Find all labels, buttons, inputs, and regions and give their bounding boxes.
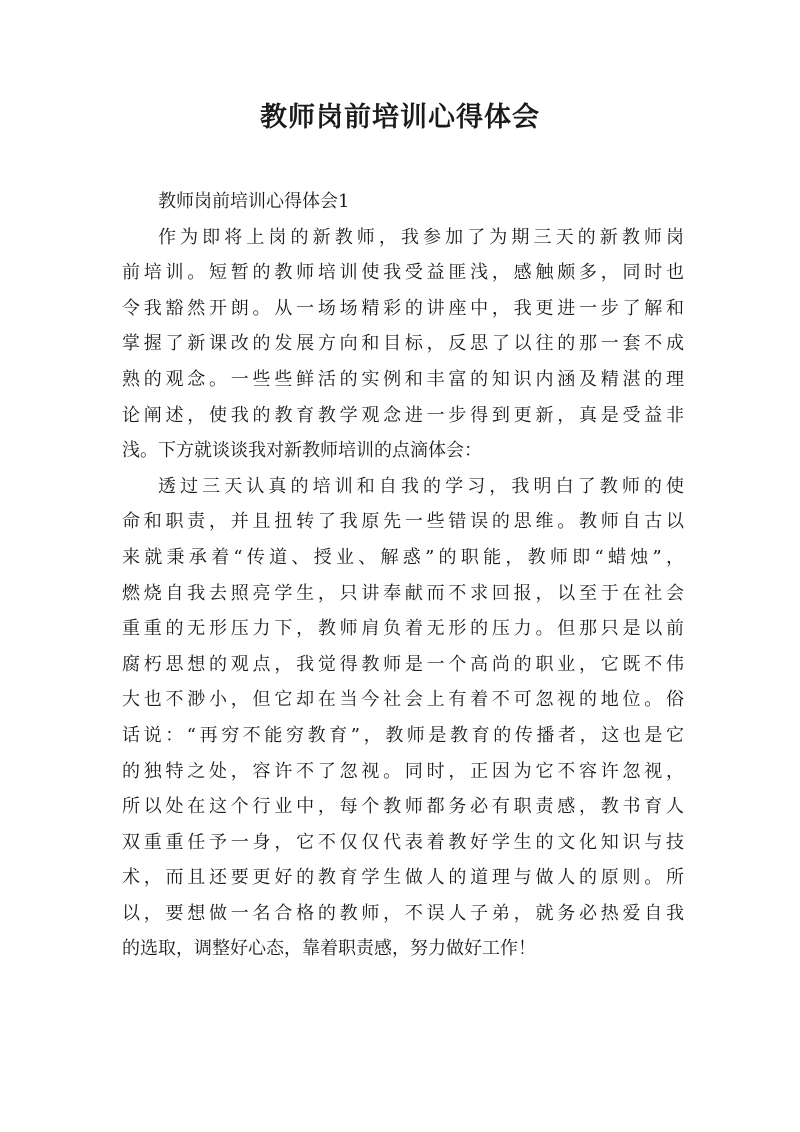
paragraph-line: 命和职责，并且扭转了我原先一些错误的思维。教师自古以	[122, 511, 684, 533]
document-body	[122, 184, 684, 967]
paragraph-line: 术，而且还要更好的教育学生做人的道理与做人的原则。所	[122, 867, 684, 889]
paragraph-line: 双重重任予一身，它不仅仅代表着教好学生的文化知识与技	[122, 831, 684, 853]
paragraph-line: 话说：“再穷不能穷教育”，教师是教育的传播者，这也是它	[122, 724, 684, 746]
paragraph-line: 掌握了新课改的发展方向和目标，反思了以往的那一套不成	[122, 333, 684, 355]
paragraph-2	[122, 469, 684, 967]
section-heading: 教师岗前培训心得体会1	[158, 191, 350, 212]
paragraph-line: 燃烧自我去照亮学生，只讲奉献而不求回报，以至于在社会	[122, 582, 684, 604]
paragraph-line: 所以处在这个行业中，每个教师都务必有职责感，教书育人	[122, 796, 684, 818]
paragraph-line: 的选取，调整好心态，靠着职责感，努力做好工作！	[122, 938, 536, 960]
paragraph-line: 浅。下方就谈谈我对新教师培训的点滴体会：	[122, 440, 482, 462]
document-title: 教师岗前培训心得体会	[260, 102, 540, 133]
paragraph-line: 透过三天认真的培训和自我的学习，我明白了教师的使	[158, 475, 684, 497]
paragraph-line: 熟的观念。一些些鲜活的实例和丰富的知识内涵及精湛的理	[122, 368, 684, 390]
paragraph-line: 作为即将上岗的新教师，我参加了为期三天的新教师岗	[158, 226, 684, 248]
paragraph-line: 令我豁然开朗。从一场场精彩的讲座中，我更进一步了解和	[122, 297, 684, 319]
paragraph-line: 重重的无形压力下，教师肩负着无形的压力。但那只是以前	[122, 618, 684, 640]
paragraph-line: 论阐述，使我的教育教学观念进一步得到更新，真是受益非	[122, 404, 684, 426]
paragraph-1	[122, 220, 684, 469]
paragraph-line: 以，要想做一名合格的教师，不误人子弟，就务必热爱自我	[122, 902, 684, 924]
paragraph-line: 的独特之处，容许不了忽视。同时，正因为它不容许忽视，	[122, 760, 684, 782]
paragraph-line: 来就秉承着“传道、授业、解惑”的职能，教师即“蜡烛”，	[122, 546, 684, 568]
paragraph-line: 前培训。短暂的教师培训使我受益匪浅，感触颇多，同时也	[122, 262, 684, 284]
paragraph-line: 腐朽思想的观点，我觉得教师是一个高尚的职业，它既不伟	[122, 653, 684, 675]
paragraph-line: 大也不渺小，但它却在当今社会上有着不可忽视的地位。俗	[122, 689, 684, 711]
